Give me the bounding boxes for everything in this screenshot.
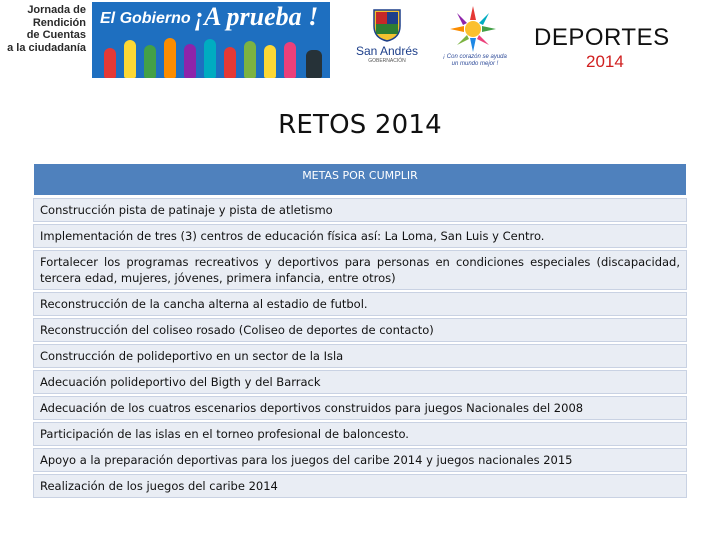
table-row: Apoyo a la preparación deportivas para los juegos del caribe 2014 y juegos nacionales 2015 xyxy=(33,448,687,472)
hand-icon xyxy=(144,45,156,78)
hand-icon xyxy=(124,40,136,78)
hand-icon xyxy=(204,39,216,78)
logo-line: Jornada de xyxy=(27,4,86,16)
logo-line: a la ciudadanía xyxy=(7,41,86,54)
table-row: Participación de las islas en el torneo profesional de baloncesto. xyxy=(33,422,687,446)
table-row: Construcción de polideportivo en un sector de la Isla xyxy=(33,344,687,368)
section-year: 2014 xyxy=(586,52,624,71)
hand-icon xyxy=(264,45,276,78)
hand-icon xyxy=(244,41,256,78)
table-row: Construcción pista de patinaje y pista de atletismo xyxy=(33,198,687,222)
rendicion-logo xyxy=(4,4,88,76)
table-row: Adecuación de los cuatros escenarios deportivos construidos para juegos Nacionales del 2008 xyxy=(33,396,687,420)
sun-logo-icon xyxy=(448,4,498,54)
table-header: METAS POR CUMPLIR xyxy=(33,163,687,196)
table-row: Adecuación polideportivo del Bigth y del Barrack xyxy=(33,370,687,394)
hand-icon xyxy=(224,47,236,78)
logo-line: Rendición xyxy=(32,16,86,29)
gobierno-a-prueba-banner xyxy=(92,2,330,78)
section-title: DEPORTES xyxy=(534,24,670,51)
table-row: Reconstrucción del coliseo rosado (Coliseo de deportes de contacto) xyxy=(33,318,687,342)
page-title: RETOS 2014 xyxy=(278,110,442,140)
table-row: Reconstrucción de la cancha alterna al estadio de futbol. xyxy=(33,292,687,316)
goals-table xyxy=(33,163,687,498)
sun-caption: ¡ Con corazón se ayuda un mundo mejor ! xyxy=(443,54,507,67)
shield-icon xyxy=(372,8,402,42)
table-row: Fortalecer los programas recreativos y deportivos para personas en condiciones especiales (discapacidad, tercera edad, mujeres, jóvenes, primera infancia, entre otros) xyxy=(33,250,687,290)
table-row: Realización de los juegos del caribe 2014 xyxy=(33,474,687,498)
thumbs-up-icon xyxy=(306,50,322,78)
san-andres-label: San Andrés xyxy=(355,44,419,58)
banner-text-a-prueba: ¡A prueba ! xyxy=(194,2,319,31)
table-row: Implementación de tres (3) centros de educación física así: La Loma, San Luis y Centro. xyxy=(33,224,687,248)
hand-icon xyxy=(284,42,296,78)
banner-text-gobierno: El Gobierno xyxy=(100,10,191,27)
logo-line: de Cuentas xyxy=(26,29,86,41)
hand-icon xyxy=(184,44,196,78)
hand-icon xyxy=(164,38,176,78)
hand-icon xyxy=(104,48,116,78)
gobernacion-label: GOBERNACIÓN xyxy=(368,58,406,64)
